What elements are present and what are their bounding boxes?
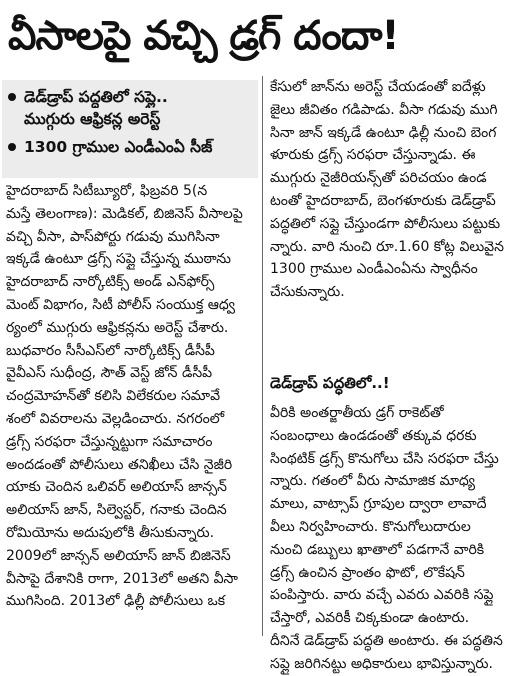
text-line: నుంచి డబ్బులు ఖాతాలో పడగానే వారికి — [270, 541, 485, 558]
text-line: రోమియోను అదుపులోకి తీసుకున్నారు. — [6, 524, 215, 541]
text-line: టంతో హైదరాబాద్, బెంగళూరుకు డెడ్‌డ్రాప్ — [270, 192, 496, 209]
left-column — [6, 180, 258, 613]
text-line: సింథటిక్ డ్రగ్స్ కొనుగోలు చేసి సరఫరా చేస్తు — [270, 450, 499, 467]
text-line: డ్రగ్స్ ఉంచిన ప్రాంతం ఫొటో, లొకేషన్ — [270, 564, 465, 581]
highlights-box — [2, 80, 258, 178]
text-line: సంబంధాలు ఉండడంతో తక్కువ ధరకు — [270, 427, 477, 444]
text-line: డ్రగ్స్ సరఫరా చేస్తున్నట్టుగా సమాచారం — [6, 433, 213, 450]
text-line: పంపిస్తారు. వారు వచ్చే ఎవరు ఎవరికి సప్లై — [270, 587, 494, 604]
text-line: మస్తే తెలంగాణ): మెడికల్, బిజినెస్ వీసాలపై — [6, 205, 243, 222]
right-column-bottom-section — [270, 360, 510, 676]
text-line: వీరికి అంతర్జాతీయ డ్రగ్ రాకెట్‌తో — [270, 405, 444, 421]
text-line: ముగ్గురు నైజీరియన్స్‌తో పరిచయం ఉండ — [270, 170, 487, 187]
text-line: చంద్రమోహన్‌తో కలిసి విలేకరుల సమావే — [6, 388, 221, 405]
text-line: 1300 గ్రాముల ఎండీఎంఏను స్వాధీనం — [270, 261, 478, 278]
bullet-icon — [8, 93, 16, 101]
text-line: బుధవారం సీసీఎస్‌లో నార్కోటిక్స్ డీసీపీ — [6, 342, 215, 359]
text-line: చేస్తారో, ఎవరికీ చిక్కకుండా ఉంటారు. — [270, 610, 470, 627]
text-line: వచ్చి వీసా, పాస్‌పోర్టు గడువు ముగిసినా — [6, 228, 220, 245]
column-divider — [262, 76, 263, 636]
text-line: 2009లో జాన్సన్ అలియాస్ జాన్ బిజినెస్ — [6, 547, 231, 564]
text-line: జైలు జీవితం గడిపాడు. వీసా గడువు ముగి — [270, 101, 498, 118]
text-line: వైవీఎస్ సుధీంద్ర, సౌత్ వెస్ట్ జోన్ డీసీపీ — [6, 365, 213, 382]
text-line: హైదరాబాద్ సిటీబ్యూరో, ఫిబ్రవరి 5(న — [6, 183, 208, 199]
highlight-item — [8, 86, 252, 108]
text-line: అలియాస్ జాన్, సిల్వెస్టర్, గనాకు చెందిన — [6, 502, 227, 519]
text-line: పద్ధతిలో సప్లై చేస్తుండగా పోలీసులు పట్టుకు — [270, 215, 501, 232]
text-line: ళూరుకు డ్రగ్స్ సరఫరా చేస్తున్నాడు. ఈ — [270, 147, 476, 164]
text-line: యాకు చెందిన ఒలివర్ అలియాస్ జాన్సన్ — [6, 479, 227, 496]
text-line: ర్యంలో ముగ్గురు ఆఫ్రికన్లను అరెస్ట్ చేశారు. — [6, 319, 229, 336]
text-line: కేసులో జాన్‌ను అరెస్ట్ చేయడంతో ఐదేళ్లు — [270, 79, 486, 95]
text-line: దీనినే డెడ్‌డ్రాప్ పద్ధతి అంటారు. ఈ పద్ధతిన — [270, 632, 503, 649]
subheading: డెడ్‌డ్రాప్ పద్ధతిలో..! — [270, 374, 390, 392]
highlight-text: ముగ్గురు ఆఫ్రికన్ల అరెస్ట్ — [24, 110, 161, 128]
text-line: న్నారు. గతంలో వీరు సామాజిక మాధ్య — [270, 473, 476, 490]
bullet-icon — [8, 143, 16, 151]
text-line: మెంట్ విభాగం, సిటీ పోలీస్ సంయుక్త ఆధ్వ — [6, 296, 236, 313]
text-line: చేసుకున్నారు. — [270, 284, 345, 301]
text-line: వీసాపై దేశానికి రాగా, 2013లో అతని వీసా — [6, 570, 238, 587]
text-line: మాలు, వాట్సాప్ గ్రూపుల ద్వారా లావాదే — [270, 496, 487, 513]
text-line: హైదరాబాద్ నార్కోటిక్స్ అండ్ ఎన్‌ఫోర్స్ — [6, 274, 215, 291]
right-column-top — [270, 76, 510, 304]
text-line: ఇక్కడే ఉంటూ డ్రగ్స్ సప్లై చేస్తున్న ముఠాను — [6, 251, 231, 268]
text-line: ముగిసింది. 2013లో ఢిల్లీ పోలీసులు ఒక — [6, 593, 226, 610]
right-column-bottom — [270, 402, 510, 676]
highlight-text: 1300 గ్రాముల ఎండీఎంఏ సీజ్ — [24, 138, 213, 156]
highlight-item — [8, 136, 252, 158]
headline: వీసాలపై వచ్చి డ్రగ్ దందా! — [8, 13, 399, 59]
text-line: సినా జాన్ ఇక్కడే ఉంటూ ఢిల్లీ నుంచి బెంగ — [270, 124, 497, 141]
text-line: శంలో వివరాలను వెల్లడించారు. నగరంలో — [6, 410, 225, 427]
text-line: అందడంతో పోలీసులు తనిఖీలు చేసి నైజీరి — [6, 456, 233, 473]
text-line: న్నారు. వారి నుంచి రూ.1.60 కోట్ల విలువైన — [270, 238, 504, 255]
text-line: సప్లై జరిగినట్టు అధికారులు భావిస్తున్నారు. — [270, 655, 493, 672]
text-line: వీలు నిర్వహించారు. కొనుగోలుదారుల — [270, 518, 471, 535]
highlight-text: డెడ్‌డ్రాప్ పద్ధతిలో సప్లై.. — [24, 88, 168, 106]
